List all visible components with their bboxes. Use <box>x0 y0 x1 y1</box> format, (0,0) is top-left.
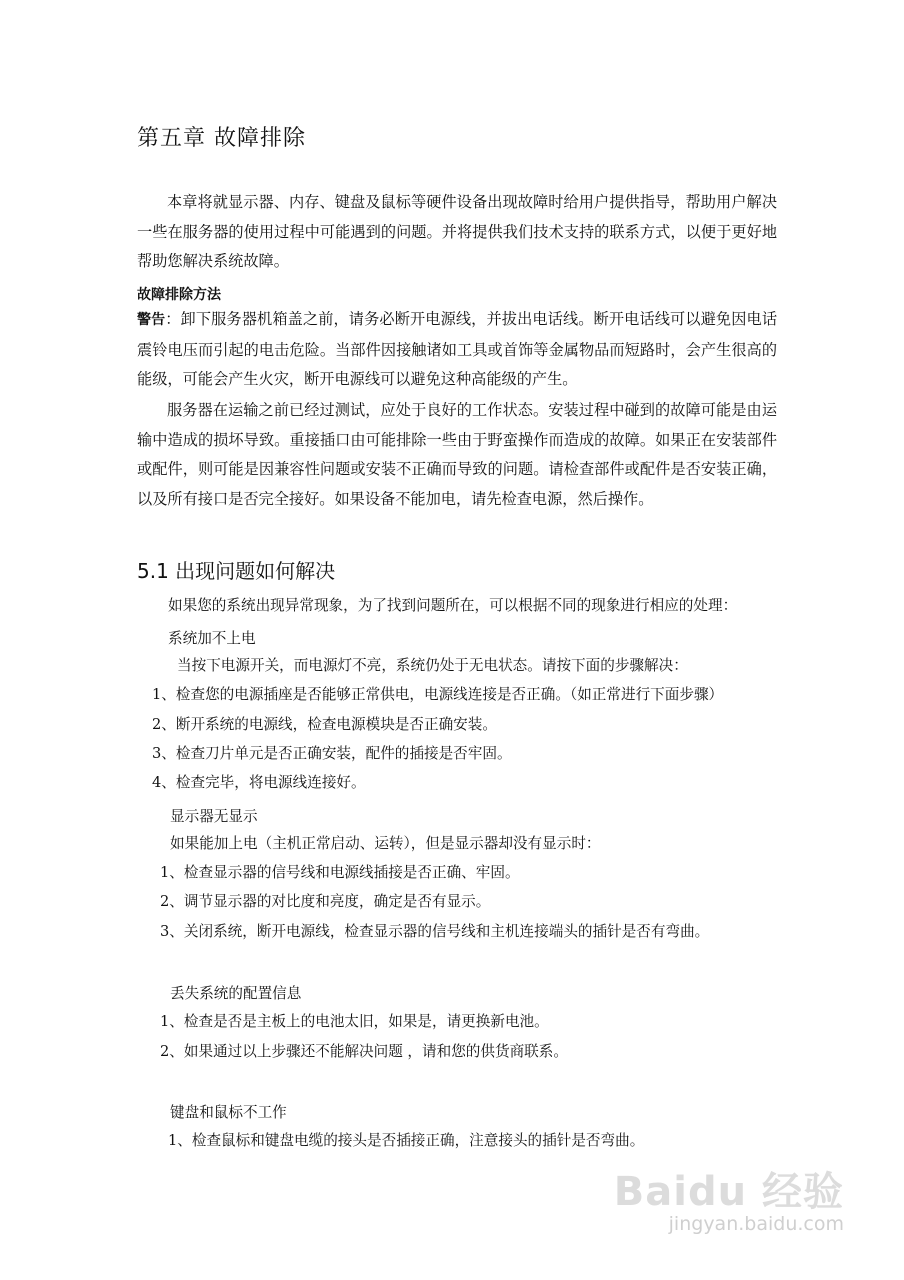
config-heading: 丢失系统的配置信息 <box>170 985 302 1002</box>
power-step-4: 4、检查完毕，将电源线连接好。 <box>152 774 366 791</box>
power-desc: 当按下电源开关，而电源灯不亮，系统仍处于无电状态。请按下面的步骤解决： <box>177 657 688 674</box>
display-desc: 如果能加上电（主机正常启动、运转），但是显示器却没有显示时： <box>170 835 601 852</box>
warning-label: 警告 <box>137 312 166 328</box>
display-step-1: 1、检查显示器的信号线和电源线插接是否正确、牢固。 <box>160 864 520 881</box>
section-title: 5.1 出现问题如何解决 <box>137 559 336 583</box>
warning-paragraph <box>137 305 777 395</box>
intro-paragraph: 本章将就显示器、内存、键盘及鼠标等硬件设备出现故障时给用户提供指导，帮助用户解决一些在服务器的使用过程中可能遇到的问题。并将提供我们技术支持的联系方式，以便于更好地帮助您解决系统故障。 <box>137 193 777 271</box>
power-heading: 系统加不上电 <box>168 630 256 647</box>
keyboard-step-1: 1、检查鼠标和键盘电缆的接头是否插接正确，注意接头的插针是否弯曲。 <box>168 1132 645 1149</box>
display-heading: 显示器无显示 <box>170 808 258 825</box>
power-step-1: 1、检查您的电源插座是否能够正常供电，电源线连接是否正确。（如正常进行下面步骤） <box>152 686 724 703</box>
chapter-title: 第五章 故障排除 <box>137 126 306 151</box>
config-step-1: 1、检查是否是主板上的电池太旧，如果是，请更换新电池。 <box>160 1013 549 1030</box>
watermark <box>614 1160 844 1235</box>
power-step-3: 3、检查刀片单元是否正确安装，配件的插接是否牢固。 <box>152 745 512 762</box>
section-intro: 如果您的系统出现异常现象，为了找到问题所在，可以根据不同的现象进行相应的处理： <box>168 597 738 614</box>
transport-paragraph: 服务器在运输之前已经过测试，应处于良好的工作状态。安装过程中碰到的故障可能是由运输中造成的损坏导致。重接插口由可能排除一些由于野蛮操作而造成的故障。如果正在安装部件或配件，则可能是因兼容性问题或安装不正确而导致的问题。请检查部件或配件是否安装正确，以及所有接口是否完全接好。如果设备不能加电，请先检查电源，然后操作。 <box>137 401 777 508</box>
keyboard-heading: 键盘和鼠标不工作 <box>170 1104 287 1121</box>
power-step-2: 2、断开系统的电源线，检查电源模块是否正确安装。 <box>152 716 497 733</box>
display-step-3: 3、关闭系统，断开电源线，检查显示器的信号线和主机连接端头的插针是否有弯曲。 <box>160 923 710 940</box>
warning-text: ：卸下服务器机箱盖之前，请务必断开电源线，并拔出电话线。断开电话线可以避免因电话震铃电压而引起的电击危险。当部件因接触诸如工具或首饰等金属物品而短路时，会产生很高的能级，可能会产生火灾，断开电源线可以避免这种高能级的产生。 <box>137 310 778 389</box>
config-step-2: 2、如果通过以上步骤还不能解决问题 ，请和您的供货商联系。 <box>160 1043 568 1060</box>
method-heading: 故障排除方法 <box>137 287 221 303</box>
watermark-logo: Baidu 经验 <box>613 1169 844 1215</box>
display-step-2: 2、调节显示器的对比度和亮度，确定是否有显示。 <box>160 893 491 910</box>
watermark-url: jingyan.baidu.com <box>668 1213 844 1235</box>
